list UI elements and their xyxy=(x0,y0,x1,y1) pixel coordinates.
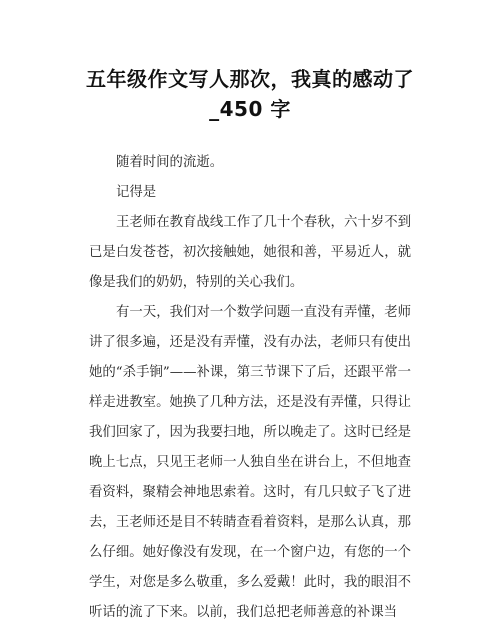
document-body xyxy=(89,148,411,628)
paragraph: 有一天，我们对一个数学问题一直没有弄懂，老师讲了很多遍，还是没有弄懂，没有办法，老师只有使出她的“杀手锏”——补课，第三节课下了后，还跟平常一样走进教室。她换了几种方法，还是没有弄懂，只得让我们回家了，因为我要扫地，所以晚走了。这时已经是晚上七点，只见王老师一人独自坐在讲台上，不但地查看资料，聚精会神地思索着。这时，有几只蚊子飞了进去，王老师还是目不转睛查看着资料，是那么认真，那么仔细。她好像没有发现，在一个窗户边，有您的一个学生，对您是多么敬重，多么爱戴！此时，我的眼泪不听话的流了下来。以前，我们总把老师善意的补课当 xyxy=(89,305,411,620)
paragraph: 随着时间的流逝。 xyxy=(116,155,224,170)
document-title xyxy=(40,64,460,124)
title-line-2: _450 字 xyxy=(209,97,291,121)
paragraph: 记得是 xyxy=(116,185,157,200)
title-line-1: 五年级作文写人那次，我真的感动了 xyxy=(86,67,414,91)
paragraph: 王老师在教育战线工作了几十个春秋，六十岁不到已是白发苍苍，初次接触她，她很和善，平易近人，就像是我们的奶奶，特别的关心我们。 xyxy=(89,215,411,290)
